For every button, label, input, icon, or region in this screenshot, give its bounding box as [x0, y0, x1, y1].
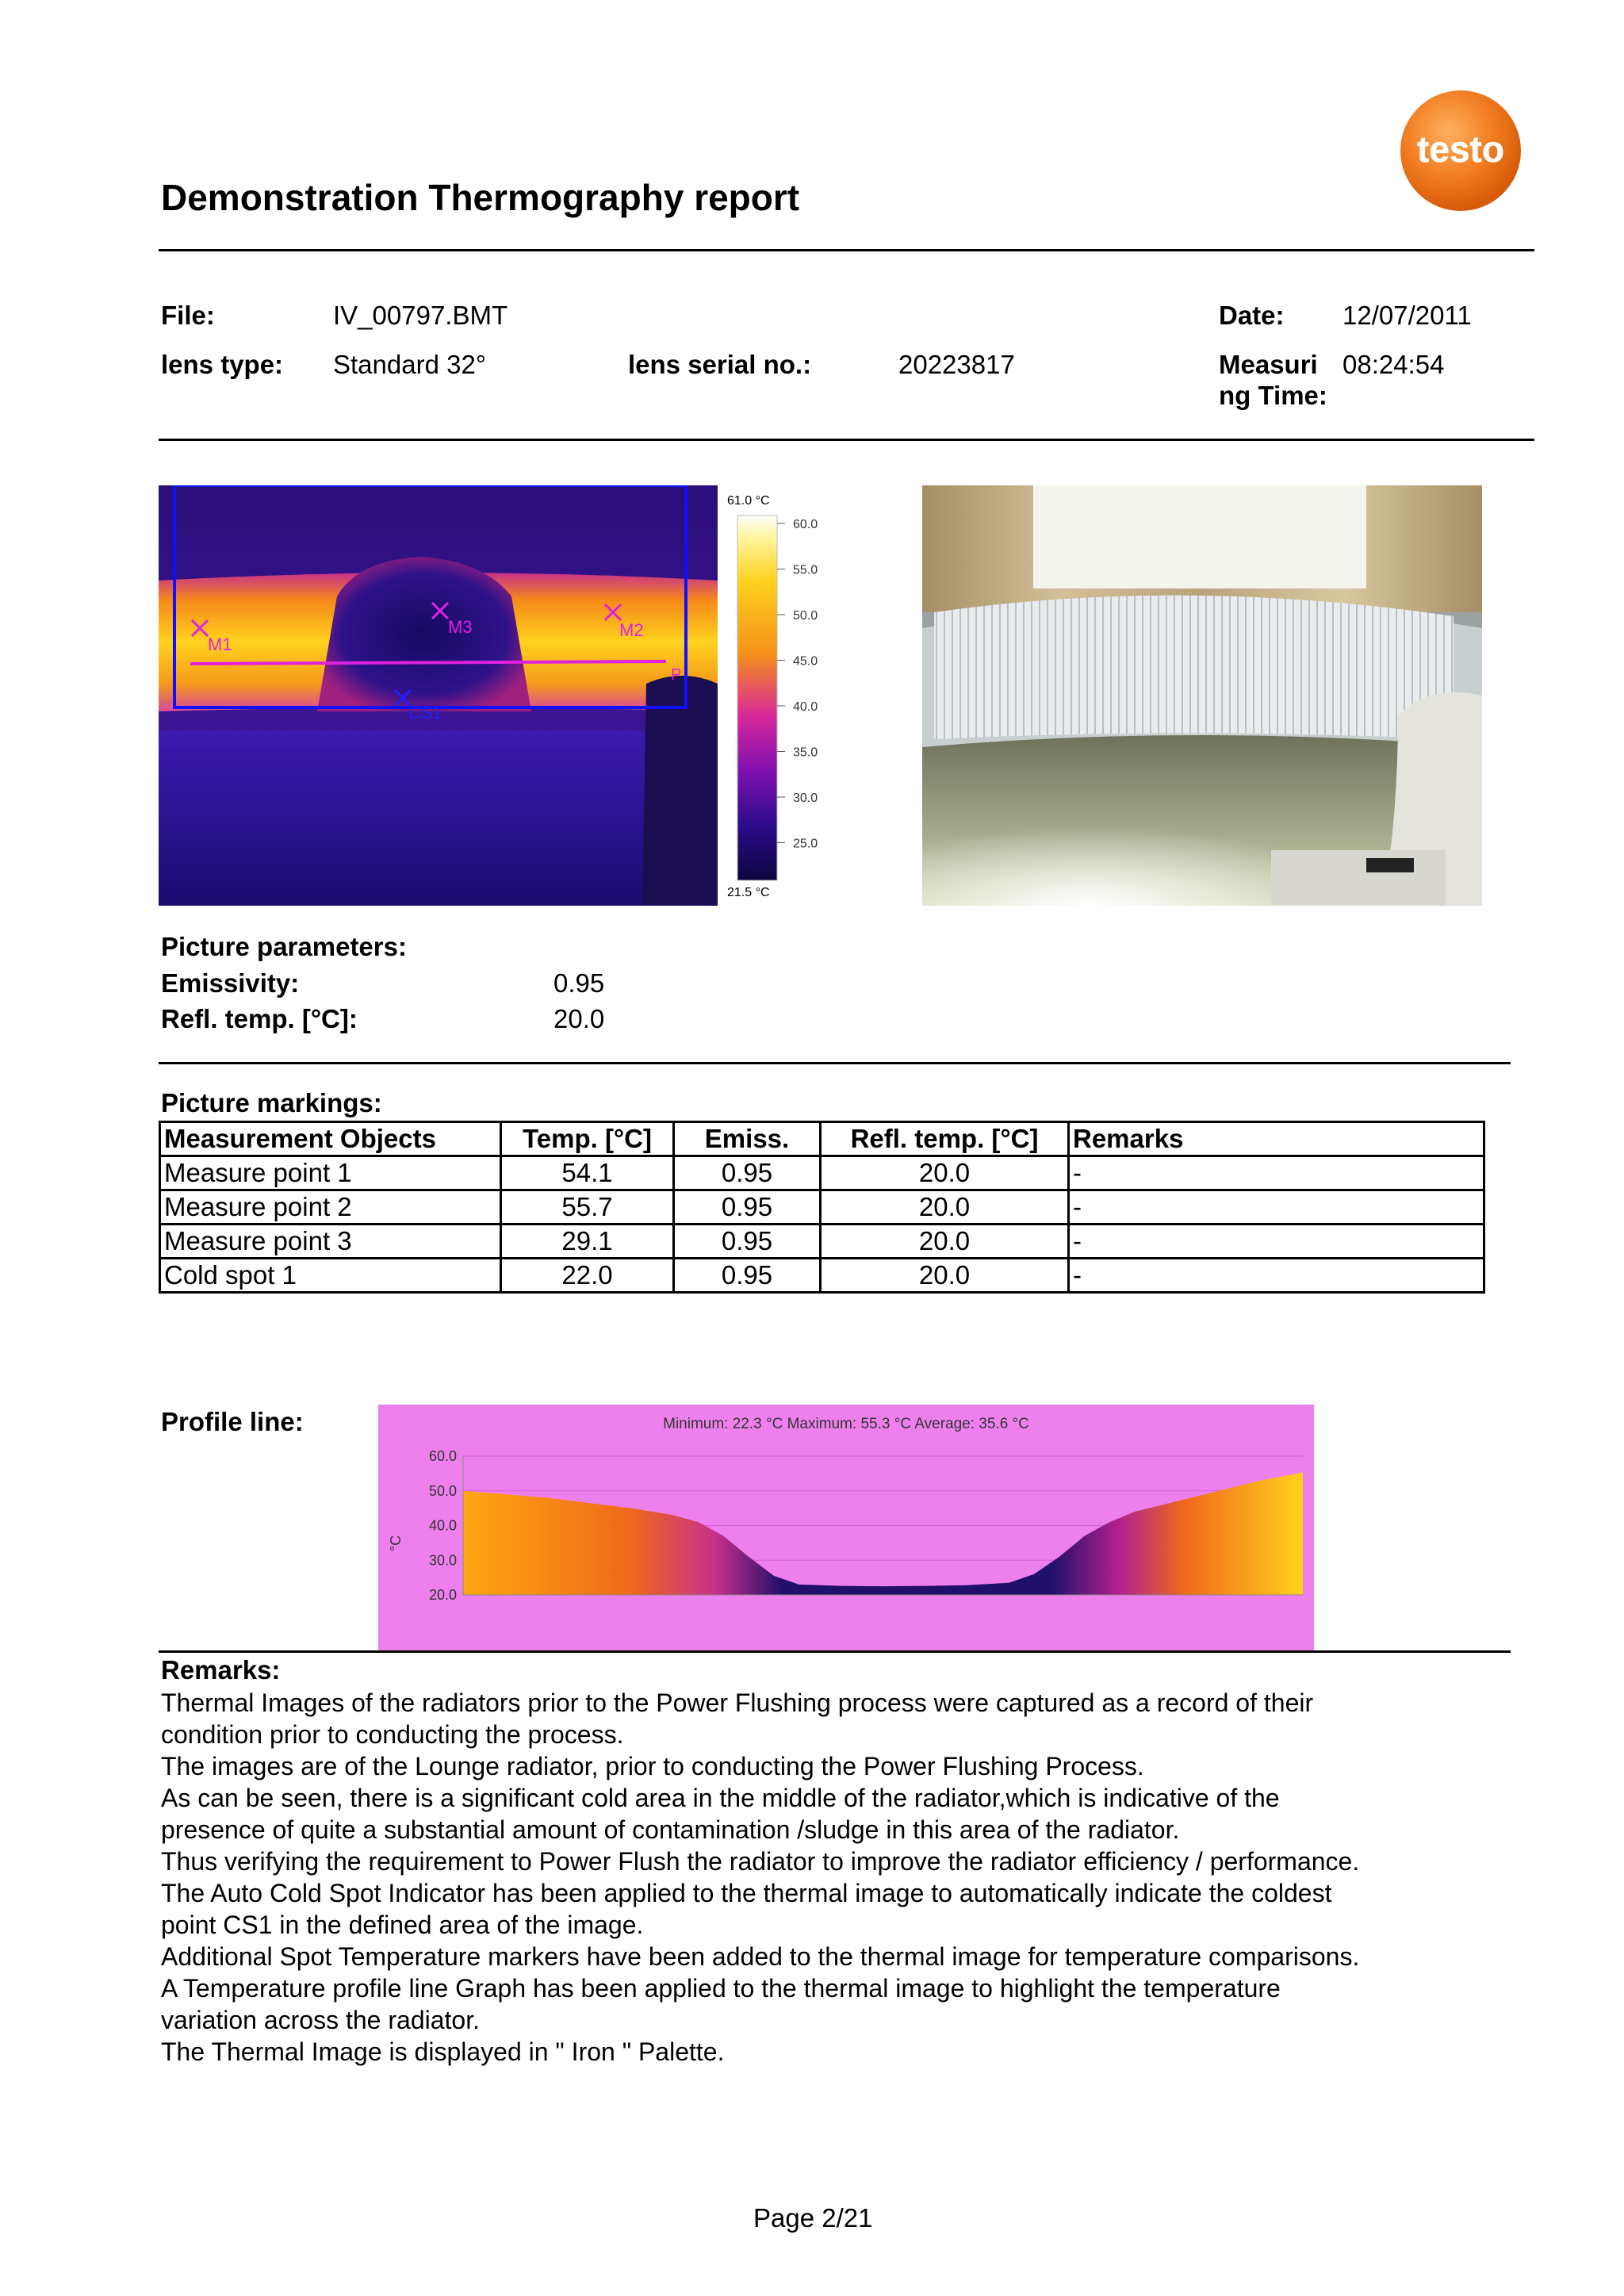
cell-temp: 54.1: [501, 1156, 674, 1190]
col-header-temp: Temp. [°C]: [501, 1122, 674, 1156]
chair-shadow: [642, 676, 718, 906]
scale-tick-label: 35.0: [793, 746, 818, 760]
marker-cs1-label: CS1: [408, 703, 442, 723]
cell-object: Measure point 3: [160, 1225, 501, 1259]
marker-p-label: P: [671, 666, 682, 684]
measuring-time-label-1: Measuri: [1219, 350, 1318, 379]
remarks-line: The images are of the Lounge radiator, prior to conducting the Power Flushing Process.: [161, 1752, 1144, 1780]
remarks-line: Additional Spot Temperature markers have been added to the thermal image for temperature comparisons.: [161, 1942, 1360, 1971]
scale-tick-label: 60.0: [793, 518, 818, 531]
marker-m3-label: M3: [448, 617, 473, 637]
lens-type-label: lens type:: [161, 350, 284, 379]
table-row: [160, 1156, 1484, 1190]
profile-tick-label: 30.0: [428, 1552, 457, 1569]
cell-refl: 20.0: [821, 1156, 1069, 1190]
parameters-heading: Picture parameters:: [161, 932, 407, 961]
remarks-line: As can be seen, there is a significant cold area in the middle of the radiator,which is indicative of the: [161, 1784, 1280, 1812]
report-title: Demonstration Thermography report: [161, 177, 800, 218]
markings-heading: Picture markings:: [161, 1088, 382, 1117]
scale-bar: [737, 516, 777, 880]
cell-refl: 20.0: [821, 1259, 1069, 1293]
logo-text: testo: [1417, 128, 1504, 170]
profile-tick-label: 50.0: [428, 1482, 457, 1499]
scale-tick-label: 45.0: [793, 654, 818, 669]
scale-tick-label: 55.0: [793, 563, 818, 577]
measuring-time-label-2: ng Time:: [1219, 381, 1327, 410]
remarks-line: Thus verifying the requirement to Power Flush the radiator to improve the radiator efficiency / performance.: [161, 1847, 1360, 1876]
cell-temp: 55.7: [501, 1190, 674, 1225]
cell-remarks: -: [1069, 1190, 1484, 1225]
cell-remarks: -: [1069, 1225, 1484, 1259]
remarks-line: A Temperature profile line Graph has been applied to the thermal image to highlight the temperature: [161, 1974, 1281, 2003]
remarks-line: variation across the radiator.: [161, 2006, 480, 2034]
col-header-refl: Refl. temp. [°C]: [821, 1122, 1069, 1156]
testo-logo: [1389, 79, 1532, 222]
remarks-text: [161, 1687, 1525, 2068]
cell-emiss: 0.95: [674, 1259, 821, 1293]
lens-serial-value: 20223817: [898, 350, 1015, 379]
table-row: [160, 1190, 1484, 1225]
profile-tick-label: 60.0: [428, 1448, 457, 1464]
date-value: 12/07/2011: [1342, 301, 1472, 330]
table-row: [160, 1225, 1484, 1259]
refl-temp-label: Refl. temp. [°C]:: [161, 1004, 358, 1033]
emissivity-value: 0.95: [553, 968, 605, 998]
profile-stats: Minimum: 22.3 °C Maximum: 55.3 °C Average: 35.6 °C: [663, 1416, 1029, 1432]
page-number: Page 2/21: [753, 2203, 873, 2233]
file-value: IV_00797.BMT: [333, 301, 508, 330]
cell-remarks: -: [1069, 1259, 1484, 1293]
temperature-scale: [718, 485, 837, 906]
scale-min-label: 21.5 °C: [727, 886, 770, 899]
scale-tick-label: 30.0: [793, 792, 818, 805]
photo-window: [1033, 485, 1366, 588]
photo-table: [1271, 850, 1446, 906]
profile-chart: [378, 1405, 1314, 1650]
cell-emiss: 0.95: [674, 1225, 821, 1259]
cell-temp: 29.1: [501, 1225, 674, 1259]
marker-m2-label: M2: [619, 620, 644, 640]
profile-rule: [159, 1650, 1511, 1653]
marker-m1-label: M1: [208, 634, 232, 654]
cell-refl: 20.0: [821, 1190, 1069, 1225]
scale-tick-label: 25.0: [793, 837, 818, 851]
file-label: File:: [161, 301, 215, 330]
remarks-line: Thermal Images of the radiators prior to the Power Flushing process were captured as a record of their: [161, 1688, 1314, 1717]
profile-heading: Profile line:: [161, 1407, 304, 1436]
measuring-time-value: 08:24:54: [1342, 350, 1445, 379]
remarks-heading: Remarks:: [161, 1655, 281, 1685]
scale-tick-label: 40.0: [793, 700, 818, 714]
cell-object: Measure point 1: [160, 1156, 501, 1190]
lens-type-value: Standard 32°: [333, 350, 487, 379]
col-header-emiss: Emiss.: [674, 1122, 821, 1156]
markings-header-row: [160, 1122, 1484, 1156]
profile-y-label: °C: [388, 1535, 404, 1552]
cell-emiss: 0.95: [674, 1156, 821, 1190]
emissivity-label: Emissivity:: [161, 968, 300, 998]
cell-object: Cold spot 1: [160, 1259, 501, 1293]
cell-refl: 20.0: [821, 1225, 1069, 1259]
photo-radiator: [934, 596, 1454, 739]
col-header-objects: Measurement Objects: [160, 1122, 501, 1156]
lens-serial-label: lens serial no.:: [628, 350, 812, 379]
remarks-line: The Auto Cold Spot Indicator has been applied to the thermal image to automatically indicate the coldest: [161, 1879, 1332, 1907]
markings-table: [159, 1121, 1485, 1294]
parameters-rule: [159, 1062, 1511, 1064]
cell-object: Measure point 2: [160, 1190, 501, 1225]
photo-remote: [1366, 858, 1414, 872]
cell-temp: 22.0: [501, 1259, 674, 1293]
thermal-image: [159, 485, 718, 906]
info-rule: [159, 439, 1534, 441]
thermal-floor: [159, 731, 718, 906]
remarks-line: The Thermal Image is displayed in " Iron " Palette.: [161, 2037, 725, 2066]
profile-tick-label: 40.0: [428, 1517, 457, 1534]
scale-max-label: 61.0 °C: [727, 494, 770, 508]
col-header-remarks: Remarks: [1069, 1122, 1484, 1156]
profile-tick-label: 20.0: [428, 1587, 457, 1603]
cell-emiss: 0.95: [674, 1190, 821, 1225]
header-rule: [159, 249, 1534, 251]
refl-temp-value: 20.0: [553, 1004, 605, 1033]
date-label: Date:: [1219, 301, 1285, 330]
cell-remarks: -: [1069, 1156, 1484, 1190]
remarks-line: condition prior to conducting the process.: [161, 1720, 624, 1749]
table-row: [160, 1259, 1484, 1293]
visual-photo: [922, 485, 1482, 906]
scale-tick-label: 50.0: [793, 609, 818, 623]
remarks-line: point CS1 in the defined area of the image.: [161, 1911, 644, 1939]
remarks-line: presence of quite a substantial amount of contamination /sludge in this area of the radiator.: [161, 1815, 1180, 1844]
